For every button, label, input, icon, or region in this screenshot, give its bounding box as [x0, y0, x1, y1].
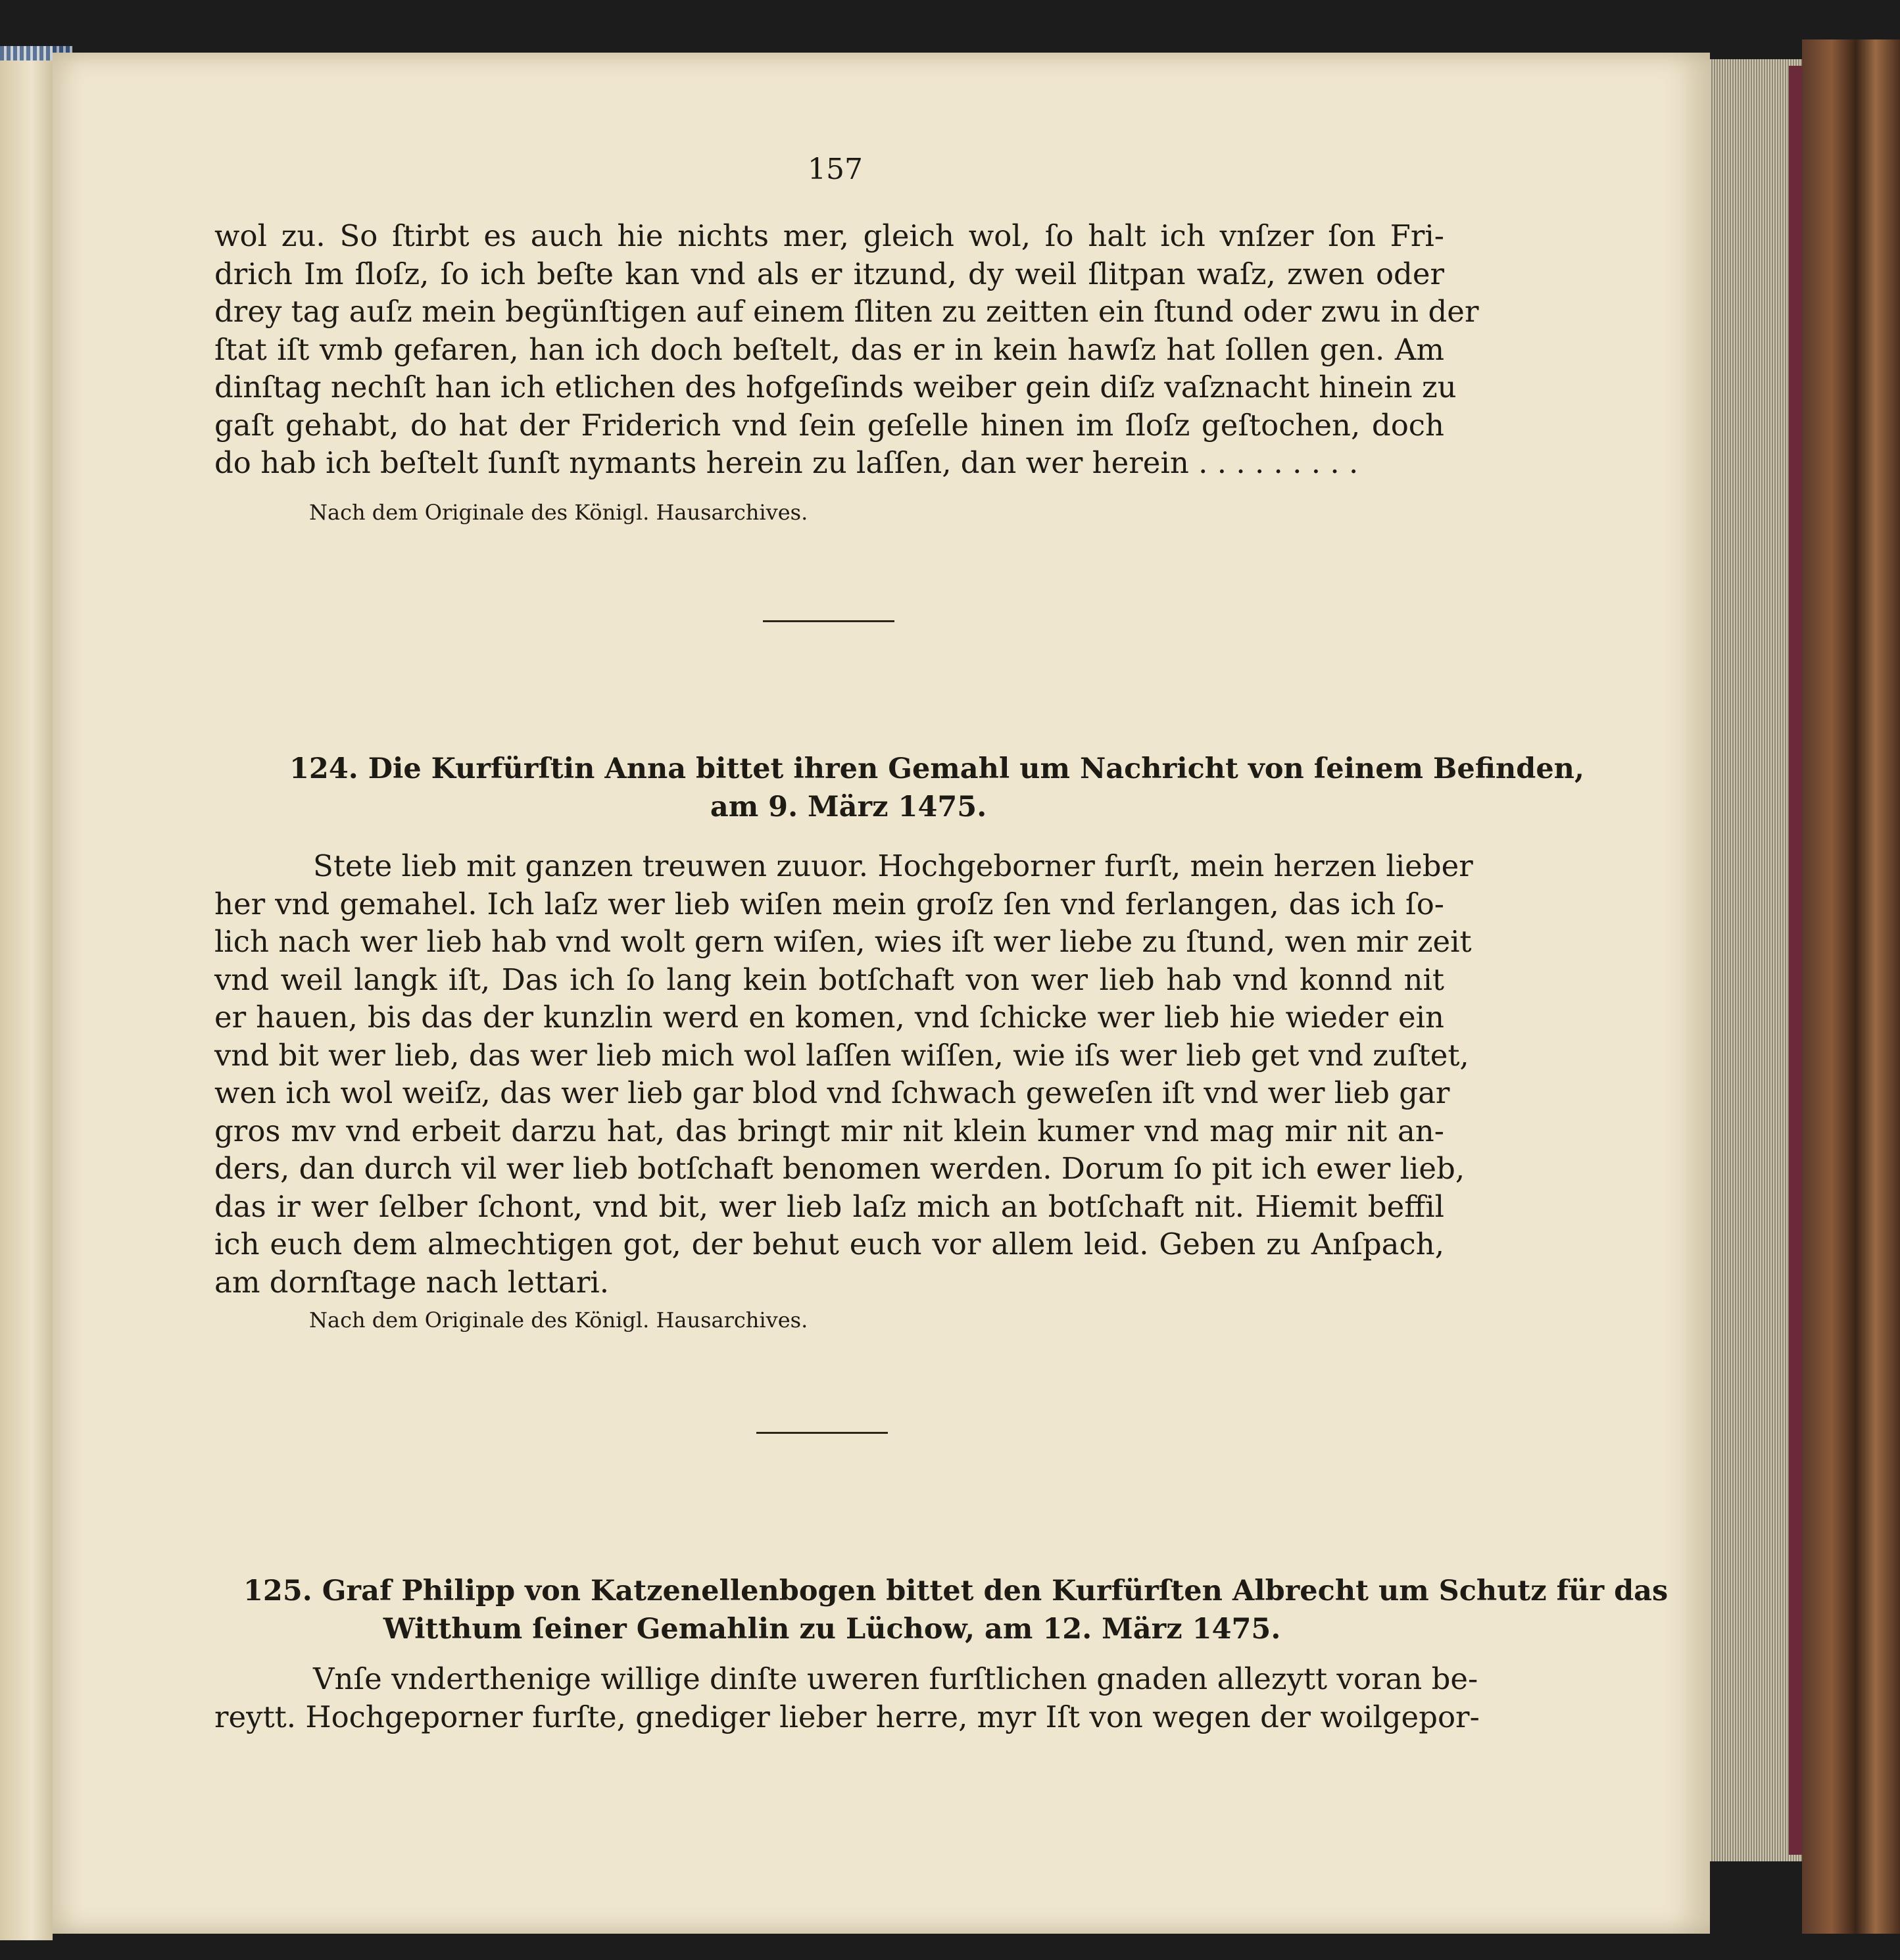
heading-line: 124. Die Kurfürſtin Anna bittet ihren Gemahl um Nachricht von ſeinem Befinden, — [289, 752, 1584, 785]
section-divider — [756, 1432, 888, 1434]
text-line: lich nach wer lieb hab vnd wolt gern wiſen, wies iſt wer liebe zu ſtund, wen mir zeit — [214, 924, 1472, 959]
text-line: drich Im ſloſz, ſo ich beſte kan vnd als er itzund, dy weil ſlitpan waſz, zwen oder — [214, 256, 1444, 291]
page-edges — [1710, 59, 1802, 1861]
letter-124 — [214, 847, 1473, 1301]
text-line: gaſt gehabt, do hat der Friderich vnd ſein geſelle hinen im ſloſz geſtochen, doch — [214, 407, 1444, 443]
text-line: ders, dan durch vil wer lieb botſchaft benomen werden. Dorum ſo pit ich ewer lieb, — [214, 1151, 1465, 1186]
section-heading-125 — [243, 1572, 1669, 1648]
section-divider — [763, 620, 894, 622]
text-line: ich euch dem almechtigen got, der behut euch vor allem leid. Geben zu Anſpach, — [214, 1227, 1444, 1262]
letter-125 — [214, 1660, 1480, 1736]
source-note: Nach dem Originale des Königl. Hausarchives. — [309, 500, 808, 525]
heading-line: Witthum ſeiner Gemahlin zu Lüchow, am 12. März 1475. — [383, 1613, 1281, 1646]
text-line: do hab ich beſtelt ſunſt nymants herein zu laſſen, dan wer herein . . . . . . . . . — [214, 445, 1359, 480]
paragraph-top — [214, 217, 1479, 482]
text-line: das ir wer ſelber ſchont, vnd bit, wer lieb laſz mich an botſchaft nit. Hiemit beffil — [214, 1188, 1444, 1224]
text-line: er hauen, bis das der kunzlin werd en komen, vnd ſchicke wer lieb hie wieder ein — [214, 1000, 1444, 1035]
text-line: vnd weil langk iſt, Das ich ſo lang kein botſchaft von wer lieb hab vnd konnd nit — [214, 962, 1444, 997]
text-line: vnd bit wer lieb, das wer lieb mich wol laſſen wiſſen, wie iſs wer lieb get vnd zuſtet, — [214, 1037, 1469, 1073]
text-line: gros mv vnd erbeit darzu hat, das bringt mir nit klein kumer vnd mag mir nit an- — [214, 1113, 1444, 1148]
section-heading-124 — [289, 750, 1584, 826]
text-line: ſtat iſt vmb gefaren, han ich doch beſtelt, das er in kein hawſz hat ſollen gen. Am — [214, 331, 1444, 367]
text-line: her vnd gemahel. Ich laſz wer lieb wiſen mein groſz ſen vnd ferlangen, das ich ſo- — [214, 886, 1444, 921]
left-page-edge — [0, 46, 53, 1940]
text-line: wen ich wol weiſz, das wer lieb gar blod vnd ſchwach geweſen iſt vnd wer lieb gar — [214, 1075, 1450, 1110]
text-line: Stete lieb mit ganzen treuwen zuuor. Hochgeborner furſt, mein herzen lieber — [313, 848, 1473, 883]
text-line: drey tag auſz mein begünſtigen auf einem ſliten zu zeitten ein ſtund oder zwu in der — [214, 294, 1479, 329]
text-line: reytt. Hochgeporner furſte, gnediger lieber herre, myr Iſt von wegen der woilgepor- — [214, 1699, 1480, 1734]
text-line: wol zu. So ſtirbt es auch hie nichts mer, gleich wol, ſo halt ich vnſzer ſon Fri- — [214, 218, 1444, 253]
text-line: Vnſe vnderthenige willige dinſte uweren furſtlichen gnaden allezytt voran be- — [313, 1661, 1478, 1696]
text-line: dinſtag nechſt han ich etlichen des hofgeſinds weiber gein diſz vaſznacht hinein zu — [214, 370, 1457, 404]
text-line: am dornſtage nach lettari. — [214, 1264, 610, 1300]
source-note: Nach dem Originale des Königl. Hausarchives. — [309, 1308, 808, 1333]
page-number: 157 — [808, 153, 863, 186]
marbled-cover — [1802, 39, 1900, 1934]
heading-line: 125. Graf Philipp von Katzenellenbogen bittet den Kurfürſten Albrecht um Schutz für das — [243, 1575, 1669, 1607]
heading-line: am 9. März 1475. — [710, 791, 987, 823]
